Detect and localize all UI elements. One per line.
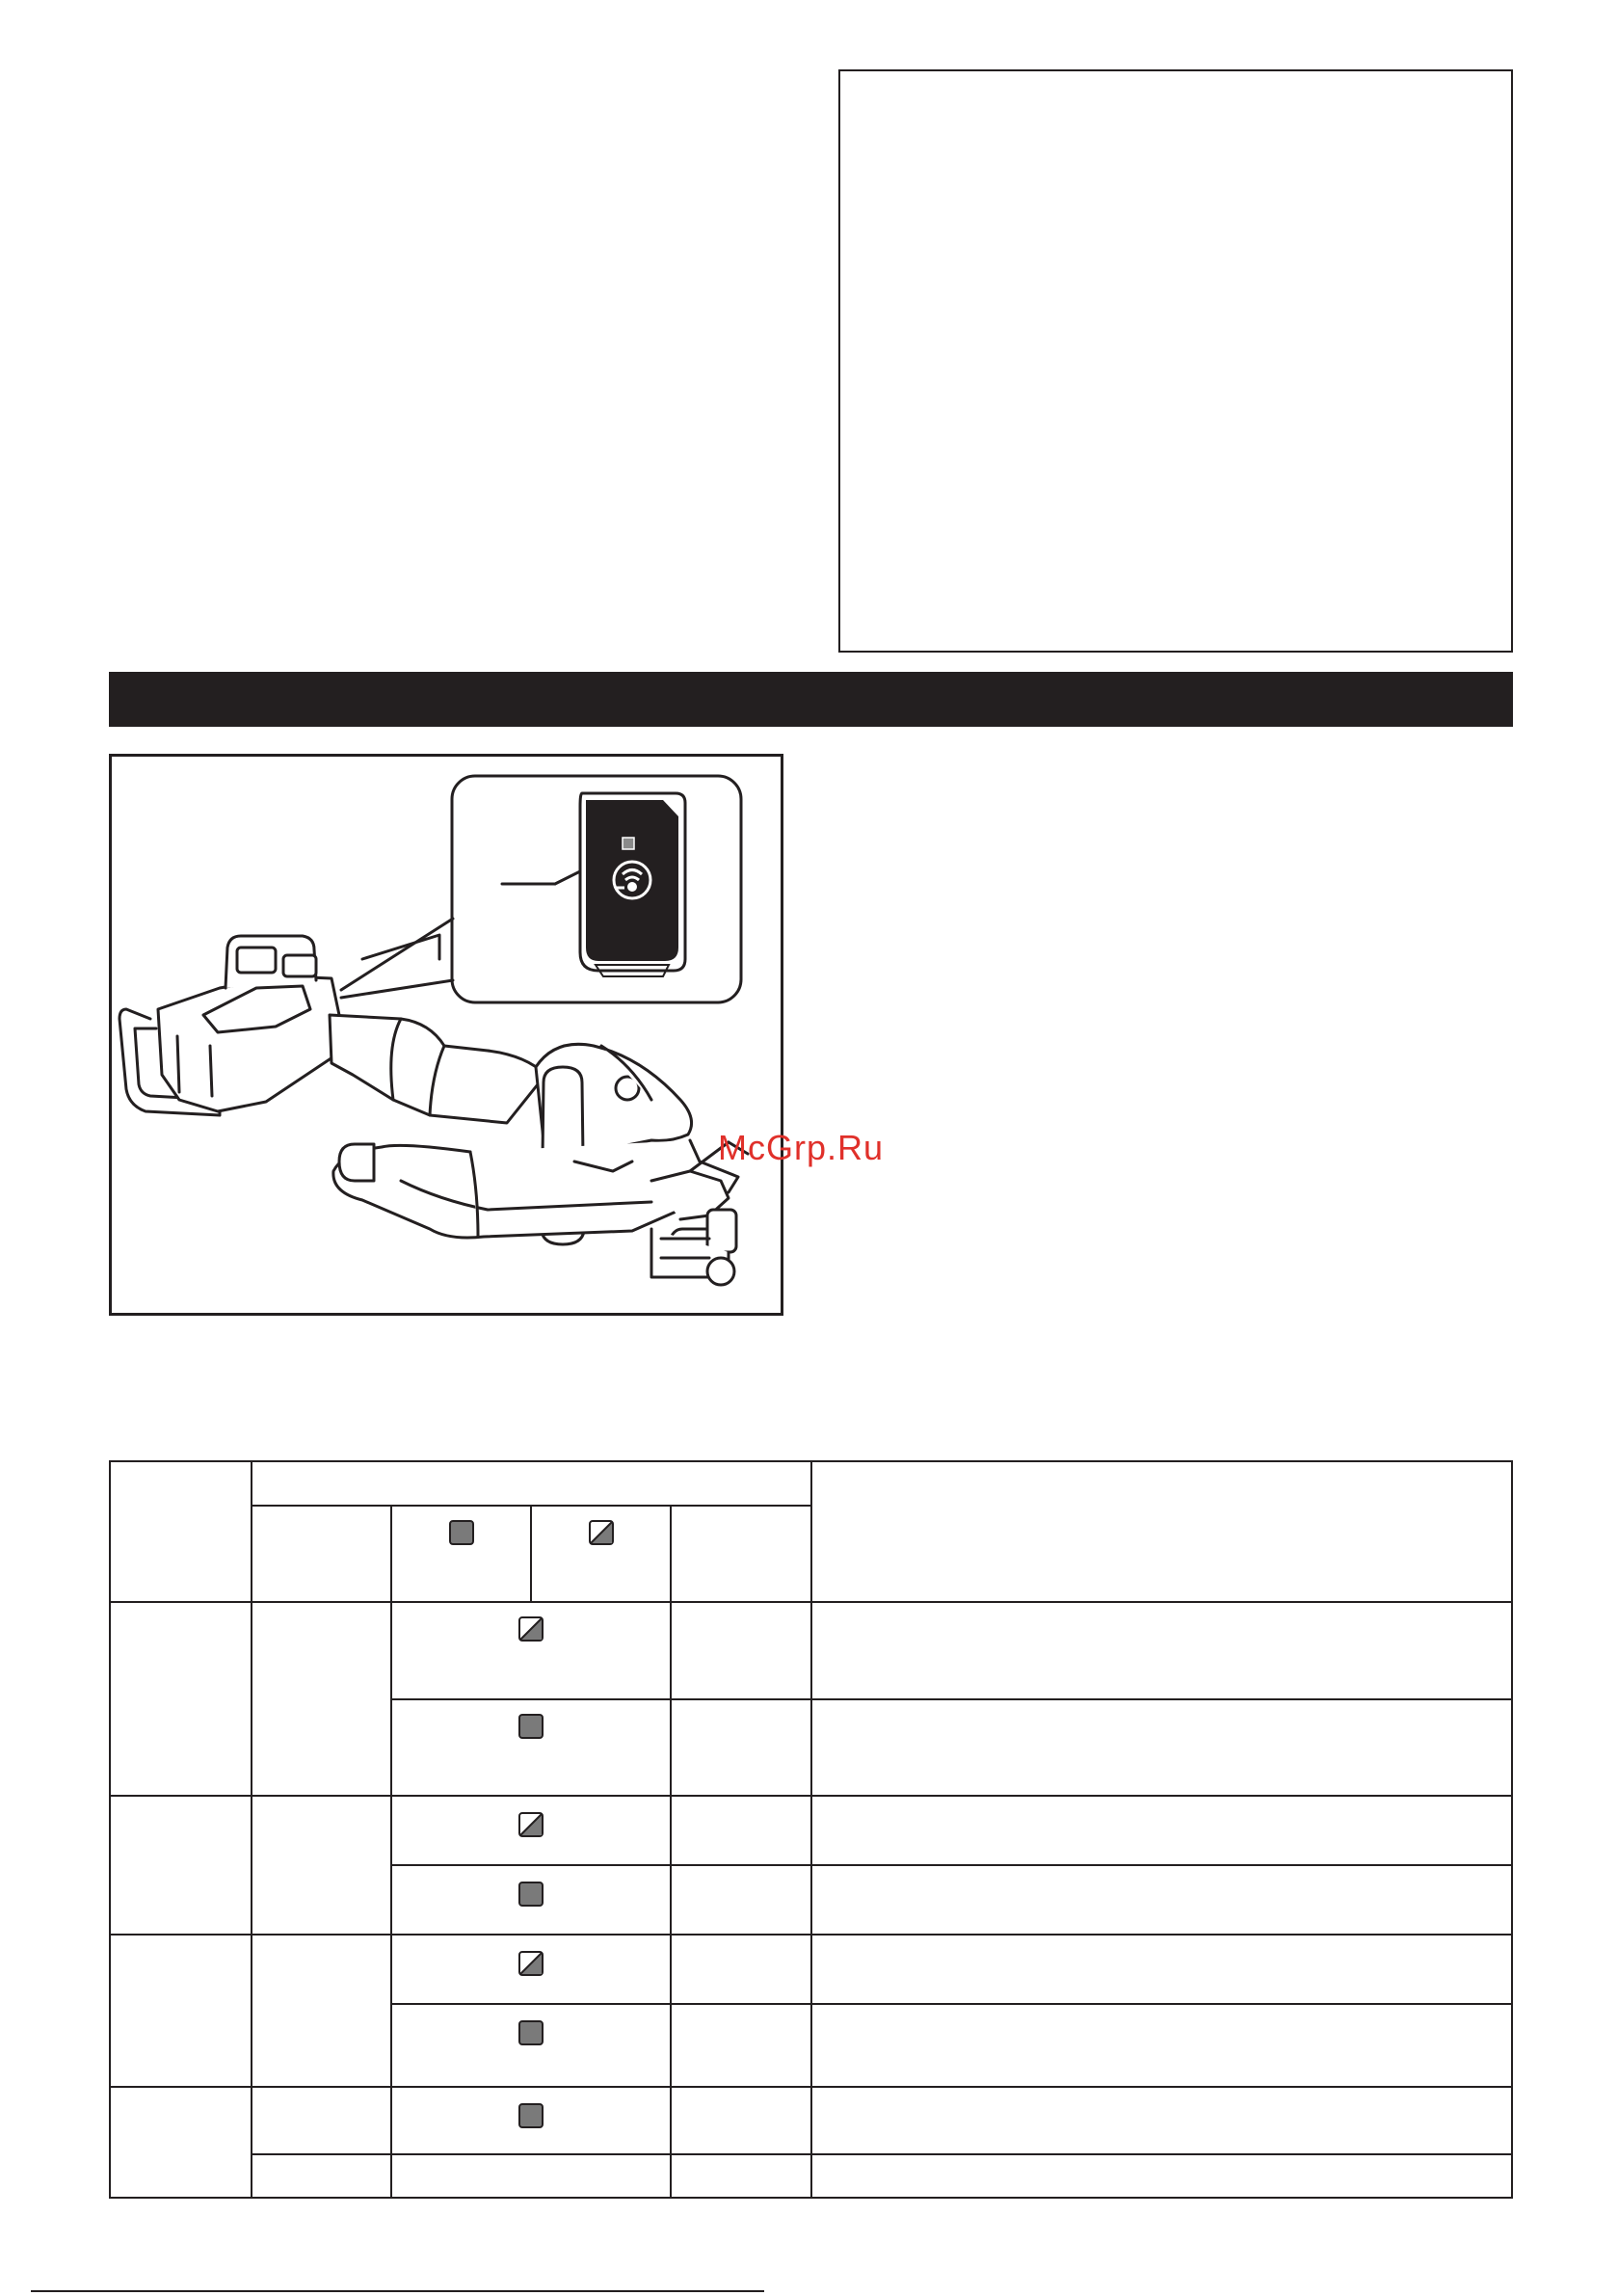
lamp-on-icon	[519, 2021, 543, 2044]
indicator-panel	[580, 793, 685, 976]
status-table-grid	[109, 1460, 1513, 2199]
footer-rule	[31, 2290, 764, 2292]
lamp-on-icon	[519, 2104, 543, 2127]
lamp-blink-icon	[519, 1952, 543, 1975]
indicator-lamp	[623, 838, 634, 849]
lamp-on-icon	[450, 1521, 473, 1544]
lamp-on-icon	[519, 1715, 543, 1738]
lamp-on-icon	[519, 1882, 543, 1906]
figure-wireless-indicator	[109, 754, 783, 1316]
note-box	[838, 69, 1513, 653]
lamp-blink-icon	[519, 1813, 543, 1836]
lamp-blink-icon	[590, 1521, 613, 1544]
watermark-text: McGrp.Ru	[718, 1128, 885, 1167]
lamp-blink-icon	[519, 1617, 543, 1641]
section-heading-bar	[109, 672, 1513, 727]
indicator-status-table	[109, 1460, 1513, 2199]
tool-illustration	[112, 757, 781, 1313]
